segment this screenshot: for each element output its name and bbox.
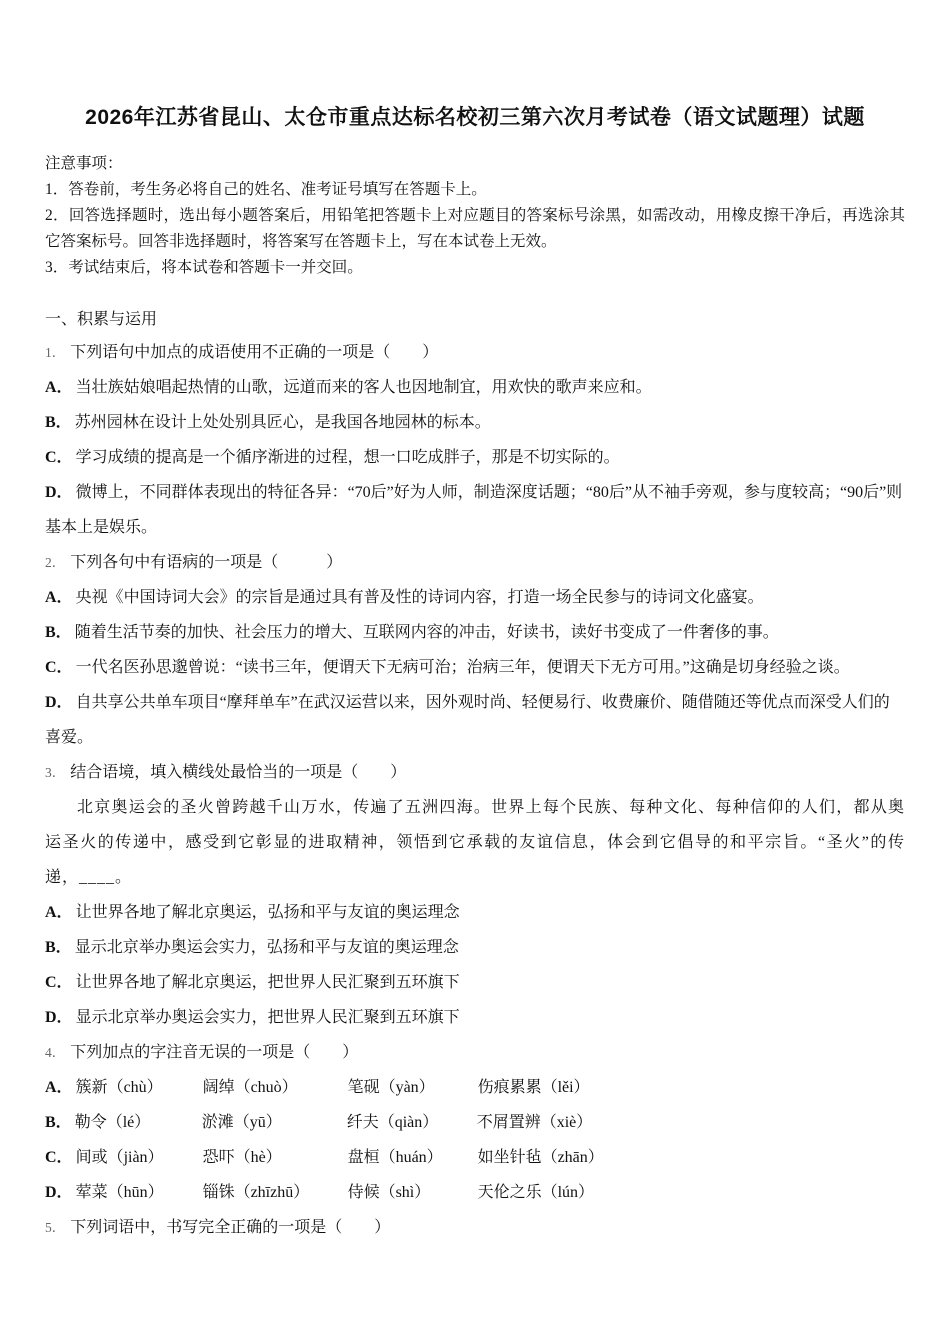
question-2-stem	[45, 545, 905, 580]
option-d-text: 自共享公共单车项目“摩拜单车”在武汉运营以来，因外观时尚、轻便易行、收费廉价、随借随还等优点而深受人们的喜爱。	[45, 694, 890, 747]
option-c-text: 让世界各地了解北京奥运，把世界人民汇聚到五环旗下	[75, 974, 460, 992]
option-c-label: C．	[45, 449, 73, 467]
question-1-stem-text: 下列语句中加点的成语使用不正确的一项是（ ）	[70, 344, 439, 362]
question-1-option-b	[45, 405, 905, 440]
question-4-option-c	[45, 1140, 905, 1175]
question-5	[45, 1210, 905, 1245]
question-1	[45, 335, 905, 545]
word-pinyin-cell: 不屑置辨（xiè）	[476, 1114, 593, 1132]
section-heading: 一、积累与运用	[45, 311, 158, 329]
notice-section	[45, 151, 905, 281]
question-1-option-c	[45, 440, 905, 475]
option-a-text: 让世界各地了解北京奥运，弘扬和平与友谊的奥运理念	[75, 904, 460, 922]
option-b-label: B．	[45, 939, 72, 957]
question-3	[45, 755, 905, 1035]
option-b-text: 随着生活节奏的加快、社会压力的增大、互联网内容的冲击，好读书，读好书变成了一件奢侈的事。	[74, 624, 779, 642]
option-a-label: A．	[45, 379, 73, 397]
question-2-option-a	[45, 580, 905, 615]
option-c-label: C．	[45, 974, 73, 992]
option-b-label: B．	[45, 414, 72, 432]
word-pinyin-cell: 淤滩（yū）	[201, 1114, 282, 1132]
question-2-option-d	[45, 685, 905, 755]
word-pinyin-cell: 锱铢（zhīzhū）	[202, 1184, 310, 1202]
option-a-text: 当壮族姑娘唱起热情的山歌，远道而来的客人也因地制宜，用欢快的歌声来应和。	[75, 379, 652, 397]
option-a-label: A．	[45, 1079, 73, 1097]
question-3-number: 3．	[45, 765, 66, 781]
option-b-label: B．	[45, 624, 72, 642]
option-d-label: D．	[45, 1009, 73, 1027]
exam-title: 2026年江苏省昆山、太仓市重点达标名校初三第六次月考试卷（语文试题理）试题	[85, 106, 865, 129]
question-4-number: 4．	[45, 1045, 66, 1061]
question-2-option-b	[45, 615, 905, 650]
option-b-text: 苏州园林在设计上处处别具匠心，是我国各地园林的标本。	[74, 414, 491, 432]
word-pinyin-cell: 笔砚（yàn）	[347, 1079, 435, 1097]
option-a-label: A．	[45, 904, 73, 922]
question-2-option-c	[45, 650, 905, 685]
option-b-label: B．	[45, 1114, 72, 1132]
option-d-label: D．	[45, 694, 73, 712]
word-pinyin-cell: 间或（jiàn）	[75, 1149, 164, 1167]
notice-item-2: 2．回答选择题时，选出每小题答案后，用铅笔把答题卡上对应题目的答案标号涂黑，如需改动，用橡皮擦干净后，再选涂其它答案标号。回答非选择题时，将答案写在答题卡上，写在本试卷上无效。	[45, 207, 905, 251]
question-1-option-d	[45, 475, 905, 545]
option-c-label: C．	[45, 659, 73, 677]
word-pinyin-cell: 如坐针毡（zhān）	[477, 1149, 604, 1167]
question-2-number: 2．	[45, 555, 66, 571]
word-pinyin-cell: 纤夫（qiàn）	[346, 1114, 439, 1132]
word-pinyin-cell: 天伦之乐（lún）	[477, 1184, 595, 1202]
question-4-option-d	[45, 1175, 905, 1210]
word-pinyin-cell: 盘桓（huán）	[347, 1149, 443, 1167]
question-5-number: 5．	[45, 1220, 66, 1236]
question-3-option-d	[45, 1000, 905, 1035]
question-4	[45, 1035, 905, 1210]
question-5-stem-text: 下列词语中，书写完全正确的一项是（ ）	[70, 1219, 391, 1237]
question-3-stem	[45, 755, 905, 790]
option-d-text: 微博上，不同群体表现出的特征各异：“70后”好为人师，制造深度话题；“80后”从不袖手旁观，参与度较高；“90后”则基本上是娱乐。	[45, 484, 903, 537]
option-d-label: D．	[45, 1184, 73, 1202]
question-2	[45, 545, 905, 755]
question-3-option-a	[45, 895, 905, 930]
question-1-stem	[45, 335, 905, 370]
option-d-label: D．	[45, 484, 73, 502]
notice-item-3: 3．考试结束后，将本试卷和答题卡一并交回。	[45, 259, 363, 277]
word-pinyin-cell: 阔绰（chuò）	[202, 1079, 298, 1097]
question-4-option-b	[45, 1105, 905, 1140]
word-pinyin-cell: 荤菜（hūn）	[75, 1184, 164, 1202]
question-3-passage: 北京奥运会的圣火曾跨越千山万水，传遍了五洲四海。世界上每个民族、每种文化、每种信仰的人们，都从奥运圣火的传递中，感受到它彰显的进取精神，领悟到它承载的友谊信息，体会到它倡导的和平宗旨。“圣火”的传递，____。	[45, 799, 905, 887]
word-pinyin-cell: 簇新（chù）	[75, 1079, 163, 1097]
notice-heading: 注意事项：	[45, 155, 123, 173]
option-b-text: 显示北京举办奥运会实力，弘扬和平与友谊的奥运理念	[74, 939, 459, 957]
question-3-option-c	[45, 965, 905, 1000]
word-pinyin-cell: 侍候（shì）	[347, 1184, 431, 1202]
option-c-text: 学习成绩的提高是一个循序渐进的过程，想一口吃成胖子，那是不切实际的。	[75, 449, 620, 467]
question-5-stem	[45, 1210, 905, 1245]
question-4-stem-text: 下列加点的字注音无误的一项是（ ）	[70, 1044, 359, 1062]
question-3-option-b	[45, 930, 905, 965]
question-2-stem-text: 下列各句中有语病的一项是（ ）	[70, 554, 343, 572]
question-4-option-a	[45, 1070, 905, 1105]
question-3-stem-text: 结合语境，填入横线处最恰当的一项是（ ）	[70, 764, 407, 782]
word-pinyin-cell: 恐吓（hè）	[202, 1149, 282, 1167]
question-1-number: 1．	[45, 345, 66, 361]
option-a-text: 央视《中国诗词大会》的宗旨是通过具有普及性的诗词内容，打造一场全民参与的诗词文化盛宴。	[75, 589, 764, 607]
option-a-label: A．	[45, 589, 73, 607]
question-1-option-a	[45, 370, 905, 405]
word-pinyin-cell: 勒令（lé）	[74, 1114, 151, 1132]
question-4-stem	[45, 1035, 905, 1070]
option-c-text: 一代名医孙思邈曾说：“读书三年，便谓天下无病可治；治病三年，便谓天下无方可用。”这确是切身经验之谈。	[75, 659, 850, 677]
notice-item-1: 1．答卷前，考生务必将自己的姓名、准考证号填写在答题卡上。	[45, 181, 487, 199]
word-pinyin-cell: 伤痕累累（lěi）	[477, 1079, 590, 1097]
option-d-text: 显示北京举办奥运会实力，把世界人民汇聚到五环旗下	[75, 1009, 460, 1027]
option-c-label: C．	[45, 1149, 73, 1167]
